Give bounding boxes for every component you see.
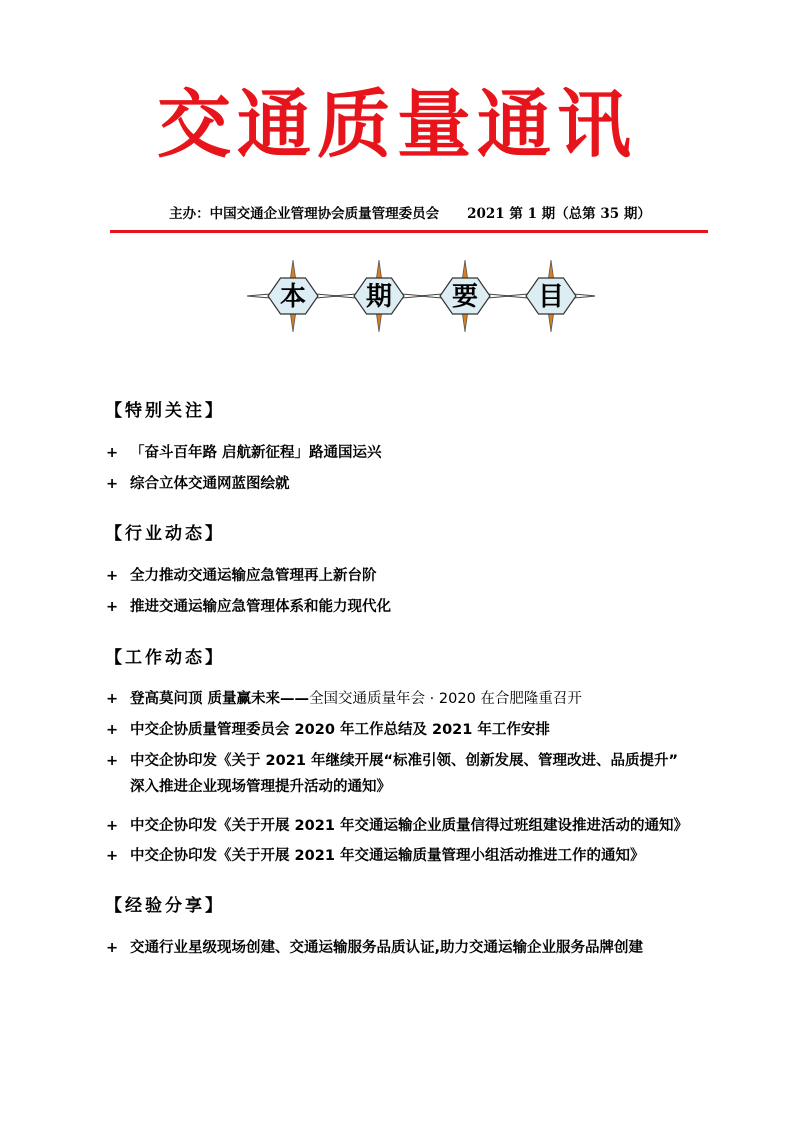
item-text: 综合立体交通网蓝图绘就	[130, 476, 290, 492]
toc-banner-char: 本	[279, 282, 307, 312]
item-text: 中交企协质量管理委员会 2020 年工作总结及 2021 年工作安排	[130, 722, 550, 738]
item-text: 中交企协印发《关于 2021 年继续开展“标准引领、创新发展、管理改进、品质提升”	[130, 753, 679, 769]
plus-bullet-icon: +	[106, 445, 119, 461]
header-divider	[110, 230, 708, 233]
list-item[interactable]	[106, 471, 726, 497]
item-text: 「奋斗百年路 启航新征程」路通国运兴	[130, 445, 382, 461]
toc-hex-cell	[247, 260, 339, 332]
masthead-title: 交通质量通讯	[157, 82, 637, 168]
plus-bullet-icon: +	[106, 940, 119, 956]
item-text: 推进交通运输应急管理体系和能力现代化	[130, 599, 391, 615]
toc-banner	[245, 260, 595, 332]
item-text-subtitle: 全国交通质量年会 · 2020 在合肥隆重召开	[309, 691, 582, 707]
plus-bullet-icon: +	[106, 568, 119, 584]
plus-bullet-icon: +	[106, 753, 119, 769]
section-heading-special-focus: 【特别关注】	[105, 401, 225, 421]
list-item[interactable]	[106, 935, 726, 961]
item-text: 中交企协印发《关于开展 2021 年交通运输质量管理小组活动推进工作的通知》	[130, 848, 645, 864]
toc-banner-char: 要	[451, 282, 479, 312]
plus-bullet-icon: +	[106, 599, 119, 615]
plus-bullet-icon: +	[106, 848, 119, 864]
item-text: 交通行业星级现场创建、交通运输服务品质认证,助力交通运输企业服务品牌创建	[130, 940, 644, 956]
item-text: 登高莫问顶 质量赢未来——	[130, 691, 310, 707]
publisher-host: 主办：中国交通企业管理协会质量管理委员会	[169, 206, 440, 222]
plus-bullet-icon: +	[106, 691, 119, 707]
publisher-line	[110, 203, 710, 225]
toc-banner-char: 目	[537, 282, 565, 312]
list-item[interactable]	[106, 594, 726, 620]
toc-hex-cell	[333, 260, 425, 332]
list-item[interactable]	[106, 440, 726, 466]
list-item[interactable]	[106, 686, 726, 712]
issue-number: 2021 第 1 期（总第 35 期）	[467, 206, 651, 222]
list-item[interactable]	[106, 717, 726, 743]
list-item[interactable]	[106, 748, 726, 800]
item-text: 中交企协印发《关于开展 2021 年交通运输企业质量信得过班组建设推进活动的通知》	[130, 818, 688, 834]
section-heading-industry-news: 【行业动态】	[105, 524, 225, 544]
toc-hex-cell	[505, 260, 595, 332]
item-text-continued: 深入推进企业现场管理提升活动的通知》	[130, 779, 391, 795]
section-heading-work-news: 【工作动态】	[105, 648, 225, 668]
plus-bullet-icon: +	[106, 818, 119, 834]
item-text: 全力推动交通运输应急管理再上新台阶	[130, 568, 377, 584]
list-item[interactable]	[106, 843, 726, 869]
toc-hex-cell	[419, 260, 511, 332]
plus-bullet-icon: +	[106, 476, 119, 492]
list-item[interactable]	[106, 813, 726, 839]
plus-bullet-icon: +	[106, 722, 119, 738]
toc-banner-char: 期	[365, 282, 393, 312]
list-item[interactable]	[106, 563, 726, 589]
section-heading-experience-sharing: 【经验分享】	[105, 896, 225, 916]
